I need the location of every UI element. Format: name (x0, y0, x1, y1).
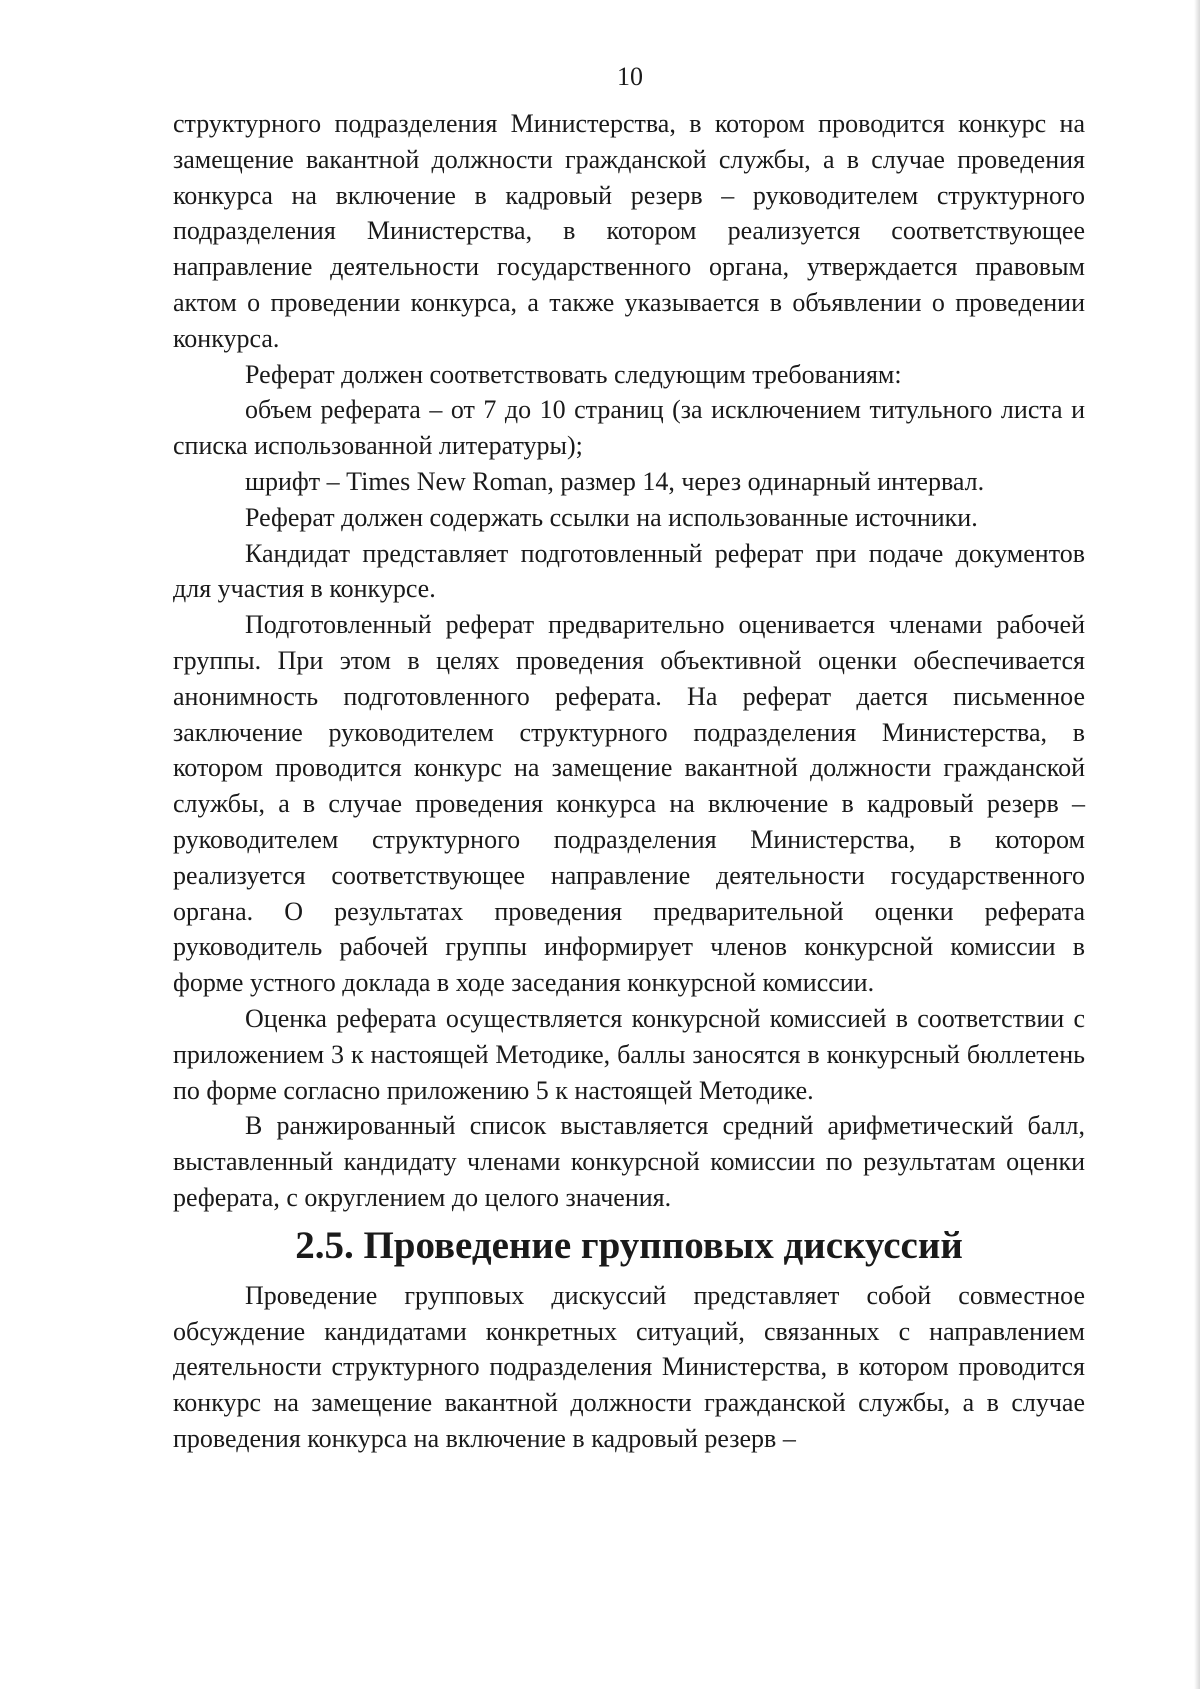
section-heading: 2.5. Проведение групповых дискуссий (295, 1223, 963, 1267)
paragraph-group-discussions: Проведение групповых дискуссий представляет собой совместное обсуждение кандидатами конкретных ситуаций, связанных с направлением деятельности структурного подразделения Министерства, в котором проводится конкурс на замещение вакантной должности гражданской службы, а в случае проведения конкурса на включение в кадровый резерв – (173, 1280, 1085, 1453)
page-number: 10 (617, 62, 643, 91)
scan-edge-shadow (1194, 0, 1200, 1689)
paragraph-font-requirement: шрифт – Times New Roman, размер 14, через одинарный интервал. (245, 466, 985, 496)
paragraph-references-requirement: Реферат должен содержать ссылки на использованные источники. (245, 502, 978, 532)
paragraph-preliminary-evaluation: Подготовленный реферат предварительно оценивается членами рабочей группы. При этом в целях проведения объективной оценки обеспечивается анонимность подготовленного реферата. На реферат дается письменное заключение руководителем структурного подразделения Министерства, в котором проводится конкурс на замещение вакантной должности гражданской службы, а в случае проведения конкурса на включение в кадровый резерв – руководителем структурного подразделения Министерства, в котором реализуется соответствующее направление деятельности государственного органа. О результатах проведения предварительной оценки реферата руководитель рабочей группы информирует членов конкурсной комиссии в форме устного доклада в ходе заседания конкурсной комиссии. (173, 610, 1085, 998)
paragraph-requirements-intro: Реферат должен соответствовать следующим требованиям: (245, 359, 902, 389)
paragraph-volume-requirement: объем реферата – от 7 до 10 страниц (за исключением титульного листа и списка использованной литературы); (173, 395, 1085, 461)
paragraph-candidate-submission: Кандидат представляет подготовленный реферат при подаче документов для участия в конкурсе. (173, 538, 1085, 604)
document-body (173, 106, 1085, 1457)
paragraph-commission-evaluation: Оценка реферата осуществляется конкурсной комиссией в соответствии с приложением 3 к настоящей Методике, баллы заносятся в конкурсный бюллетень по форме согласно приложению 5 к настоящей Методике. (173, 1003, 1085, 1105)
paragraph-continuation: структурного подразделения Министерства, в котором проводится конкурс на замещение вакантной должности гражданской службы, а в случае проведения конкурса на включение в кадровый резерв – руководителем структурного подразделения Министерства, в котором реализуется соответствующее направление деятельности государственного органа, утверждается правовым актом о проведении конкурса, а также указывается в объявлении о проведении конкурса. (173, 109, 1085, 353)
paragraph-ranked-list: В ранжированный список выставляется средний арифметический балл, выставленный кандидату членами конкурсной комиссии по результатам оценки реферата, с округлением до целого значения. (173, 1111, 1085, 1212)
